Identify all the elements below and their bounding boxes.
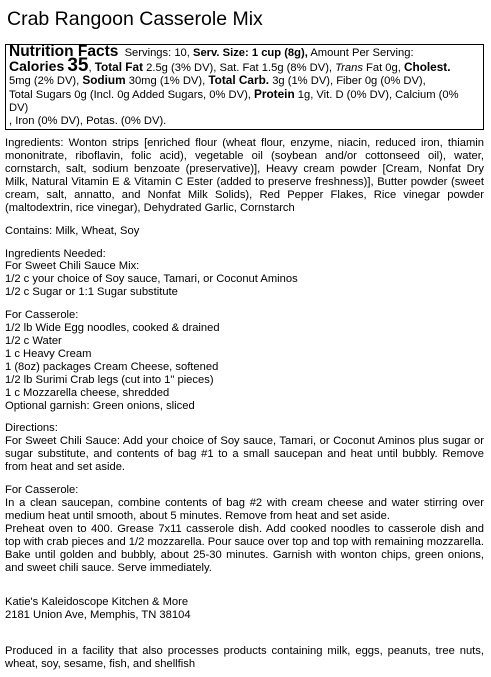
ingredients-text: Ingredients: Wonton strips [enriched flour (wheat flour, enzyme, niacin, reduced iron, thiamin mononitrate, riboflavin, folic acid), vegetable oil (soybean and/or cottonseed oil), water, cornstarch, salt, sodium benzoate (preservative)], Heavy cream powder [Cream, Nonfat Dry Milk, Natural Vitamin E & Vitamin C Ester (added to preserve freshness)], Butter powder (sweet cream, salt, annatto, and Nonfat Milk Solids), Red Pepper Flakes, Rice vinegar powder (maltodextrin, rice vinegar), Dehydrated Garlic, Cornstarch — [5, 137, 484, 214]
sugars: Total Sugars 0g (Incl. 0g Added Sugars, 0% DV), — [9, 89, 251, 102]
company-block — [5, 596, 484, 622]
contains-text: Contains: Milk, Wheat, Soy — [5, 224, 140, 237]
nutrition-line-3 — [9, 74, 480, 88]
casserole-item: 1/2 lb Wide Egg noodles, cooked & drained — [5, 322, 220, 335]
nutrition-header: Nutrition Facts — [9, 43, 119, 60]
sodium-label: Sodium — [82, 73, 126, 88]
sodium-value: 30mg (1% DV), — [128, 75, 206, 88]
product-title: Crab Rangoon Casserole Mix — [7, 8, 263, 30]
directions-heading: Directions: — [5, 422, 58, 435]
ingredients-needed — [5, 248, 484, 300]
cholest-label: Cholest. — [403, 59, 451, 74]
nutrition-line-5 — [9, 115, 480, 128]
casserole-step-1: In a clean saucepan, combine contents of bag #2 with cream cheese and water stirring over medium heat until smooth, about 5 minutes. Remove from heat and set aside. — [5, 496, 484, 522]
casserole-item: 1/2 c Water — [5, 335, 62, 347]
casserole-item: 1 (8oz) packages Cream Cheese, softened — [5, 360, 219, 373]
casserole-directions — [5, 484, 484, 574]
casserole-ingredients — [5, 309, 484, 412]
cholest-value: 5mg (2% DV), — [9, 75, 80, 88]
nutrition-line-2: Calories 35, Total Fat 2.5g (3% DV), Sat. Fat 1.5g (8% DV), Trans Fat 0g, Cholest. — [9, 54, 451, 76]
sauce-item: 1/2 c Sugar or 1:1 Sugar substitute — [5, 286, 178, 299]
casserole-step-2: Preheat oven to 400. Grease 7x11 casserole dish. Add cooked noodles to casserole dish and top with crab pieces and 1/2 mozzarella. Pour sauce over top and top with remaining mozzarella. Bake until golden and bubbly, about 25-30 minutes. Garnish with wonton chips, green onions, and sweet chili sauce. Serve immediately. — [5, 522, 484, 574]
casserole-directions-heading: For Casserole: — [5, 484, 79, 497]
nutrition-line-4 — [9, 88, 480, 114]
company-address: 2181 Union Ave, Memphis, TN 38104 — [5, 609, 191, 622]
casserole-item: 1 c Mozzarella cheese, shredded — [5, 386, 170, 399]
serving-size-value: 1 cup (8g), — [251, 47, 308, 59]
sauce-item: 1/2 c your choice of Soy sauce, Tamari, or Coconut Aminos — [5, 273, 298, 286]
total-fat-value: 2.5g (3% DV), — [146, 61, 217, 74]
protein-value: 1g, Vit. D (0% DV), Calcium (0% DV) — [9, 89, 459, 114]
carb-value: 3g (1% DV), Fiber 0g (0% DV), — [272, 75, 426, 88]
company-name: Katie's Kaleidoscope Kitchen & More — [5, 596, 189, 609]
sat-fat: Sat. Fat 1.5g (8% DV), — [219, 61, 333, 74]
sauce-mix-heading: For Sweet Chili Sauce Mix: — [5, 260, 140, 273]
trans-fat-value: Fat 0g, — [366, 61, 401, 74]
total-fat-label: Total Fat — [94, 59, 143, 74]
calories-value: 35 — [67, 54, 89, 76]
nutrition-facts-panel — [5, 44, 484, 130]
casserole-item: 1/2 lb Surimi Crab legs (cut into 1" pieces) — [5, 373, 214, 386]
directions — [5, 422, 484, 474]
needed-heading: Ingredients Needed: — [5, 247, 106, 260]
casserole-heading: For Casserole: — [5, 309, 79, 322]
casserole-item: Optional garnish: Green onions, sliced — [5, 399, 195, 412]
iron-potas: , Iron (0% DV), Potas. (0% DV). — [9, 114, 167, 127]
casserole-item: 1 c Heavy Cream — [5, 347, 92, 360]
serving-size-label: Serv. Size: — [193, 47, 249, 59]
calories-label: Calories — [9, 57, 65, 74]
sauce-directions: For Sweet Chili Sauce: Add your choice of Soy sauce, Tamari, or Coconut Aminos plus sugar or sugar substitute, and contents of bag #1 to a small saucepan and heat until bubbly. Remove from heat and set aside. — [5, 435, 484, 474]
label-page — [5, 0, 484, 671]
servings: Servings: 10, — [124, 47, 190, 59]
protein-label: Protein — [254, 87, 295, 102]
carb-label: Total Carb. — [208, 73, 270, 88]
amount-per-serving: Amount Per Serving: — [310, 47, 414, 59]
trans-fat-label: Trans — [335, 61, 363, 74]
facility-statement: Produced in a facility that also processes products containing milk, eggs, peanuts, tree nuts, wheat, soy, sesame, fish, and shellfish — [5, 645, 484, 671]
